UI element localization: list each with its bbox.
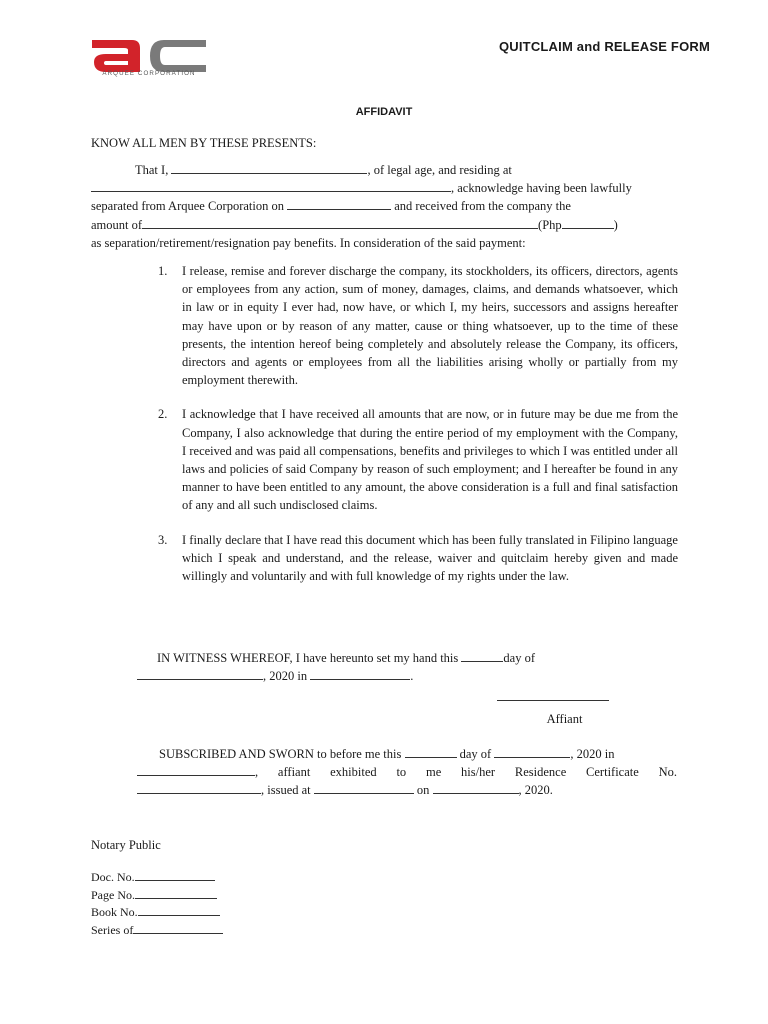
witness-text: day of <box>503 651 535 665</box>
logo-caption: ARQUEE CORPORATION <box>102 70 196 77</box>
doc-no-blank[interactable] <box>135 868 215 881</box>
affiant-label: Affiant <box>546 712 583 726</box>
sworn-paragraph <box>91 745 677 800</box>
clause-list <box>156 262 678 601</box>
notary-public-label: Notary Public <box>91 838 161 852</box>
issued-date-blank[interactable] <box>433 781 519 794</box>
witness-place-blank[interactable] <box>310 667 410 680</box>
sworn-text: , 2020. <box>518 783 553 798</box>
witness-day-blank[interactable] <box>461 649 503 662</box>
sworn-text: , affiant exhibited to me his/her Residence Certificate No. <box>255 765 677 780</box>
witness-paragraph <box>91 649 677 685</box>
doc-no-label: Doc. No. <box>91 870 135 884</box>
intro-text: (Php <box>538 217 562 232</box>
intro-text: separated from Arquee Corporation on <box>91 199 284 214</box>
sworn-text: day of <box>459 747 492 761</box>
intro-text: and received from the company the <box>394 199 571 214</box>
clause-number: 3. <box>158 532 168 547</box>
book-no-label: Book No. <box>91 905 138 920</box>
issued-at-blank[interactable] <box>314 781 414 794</box>
clause-text: I acknowledge that I have received all amounts that are now, or in future may be due me from the Company, I also acknowledge that during the entire period of my employment with the Company, I received and was paid all compensations, benefits and privileges to which I was entitled under all laws and policies of said Company by reason of such employment; and I hereafter be found in any manner to have been entitled to any amount, the above consideration is a full and final satisfaction of any and all such undisclosed claims. <box>182 407 678 513</box>
intro-text: , of legal age, and residing at <box>367 163 512 177</box>
separation-date-blank[interactable] <box>287 197 391 210</box>
notary-doc-fields <box>91 868 223 938</box>
amount-words-blank[interactable] <box>142 216 538 229</box>
intro-text: ) <box>613 217 618 232</box>
book-no-blank[interactable] <box>138 903 220 916</box>
clause-item <box>156 405 678 514</box>
amount-php-blank[interactable] <box>562 216 614 229</box>
clause-item <box>156 262 678 389</box>
intro-text: , acknowledge having been lawfully <box>451 181 632 196</box>
witness-text: IN WITNESS WHEREOF, I have hereunto set my hand this <box>157 651 459 665</box>
sworn-text: , 2020 in <box>570 747 615 761</box>
witness-text: , 2020 in <box>263 669 308 684</box>
logo-letter-c <box>150 40 206 72</box>
series-of-blank[interactable] <box>133 921 223 934</box>
affidavit-title: AFFIDAVIT <box>355 106 413 118</box>
clause-number: 2. <box>158 407 168 422</box>
logo-letter-a <box>92 40 140 72</box>
intro-paragraph <box>91 161 677 252</box>
sworn-text: SUBSCRIBED AND SWORN to before me this <box>159 747 402 761</box>
page-no-label: Page No. <box>91 887 135 902</box>
page-no-blank[interactable] <box>135 886 217 899</box>
name-blank[interactable] <box>171 161 367 174</box>
clause-text: I release, remise and forever discharge the company, its stockholders, its officers, directors, agents or employees from any action, sum of money, damages, claims, and demands whatsoever, which in law or in equity I ever had, now have, or which I, my heirs, successors and assigns hereafter may have upon or by reason of any matter, cause or thing whatsoever, up to the time of these presents, the intention hereof being completely and absolutely release the Company, its officers, directors and agents or employees from all the liabilities arising wholly or partially from my employment therewith. <box>182 264 678 388</box>
clause-item <box>156 531 678 586</box>
witness-text: . <box>410 669 414 684</box>
clause-number: 1. <box>158 264 168 278</box>
sworn-text: , issued at <box>261 783 311 798</box>
sworn-text: on <box>416 783 430 798</box>
certificate-number-blank[interactable] <box>137 781 261 794</box>
clause-text: I finally declare that I have read this document which has been fully translated in Filipino language which I speak and understand, and the release, waiver and quitclaim hereby given and made willingly and voluntarily and with full knowledge of my rights under the law. <box>182 532 678 584</box>
series-of-label: Series of <box>91 922 134 937</box>
sworn-month-blank[interactable] <box>494 745 570 758</box>
intro-text: amount of <box>91 217 143 232</box>
address-blank[interactable] <box>91 179 451 192</box>
sworn-day-blank[interactable] <box>405 745 457 758</box>
intro-text: That I, <box>135 163 169 177</box>
form-title: QUITCLAIM and RELEASE FORM <box>498 39 710 54</box>
affiant-signature-line[interactable] <box>497 700 609 701</box>
witness-month-blank[interactable] <box>137 667 263 680</box>
know-all-heading: KNOW ALL MEN BY THESE PRESENTS: <box>91 136 317 150</box>
intro-text: as separation/retirement/resignation pay benefits. In consideration of the said payment: <box>91 235 526 250</box>
sworn-place-blank[interactable] <box>137 763 255 776</box>
